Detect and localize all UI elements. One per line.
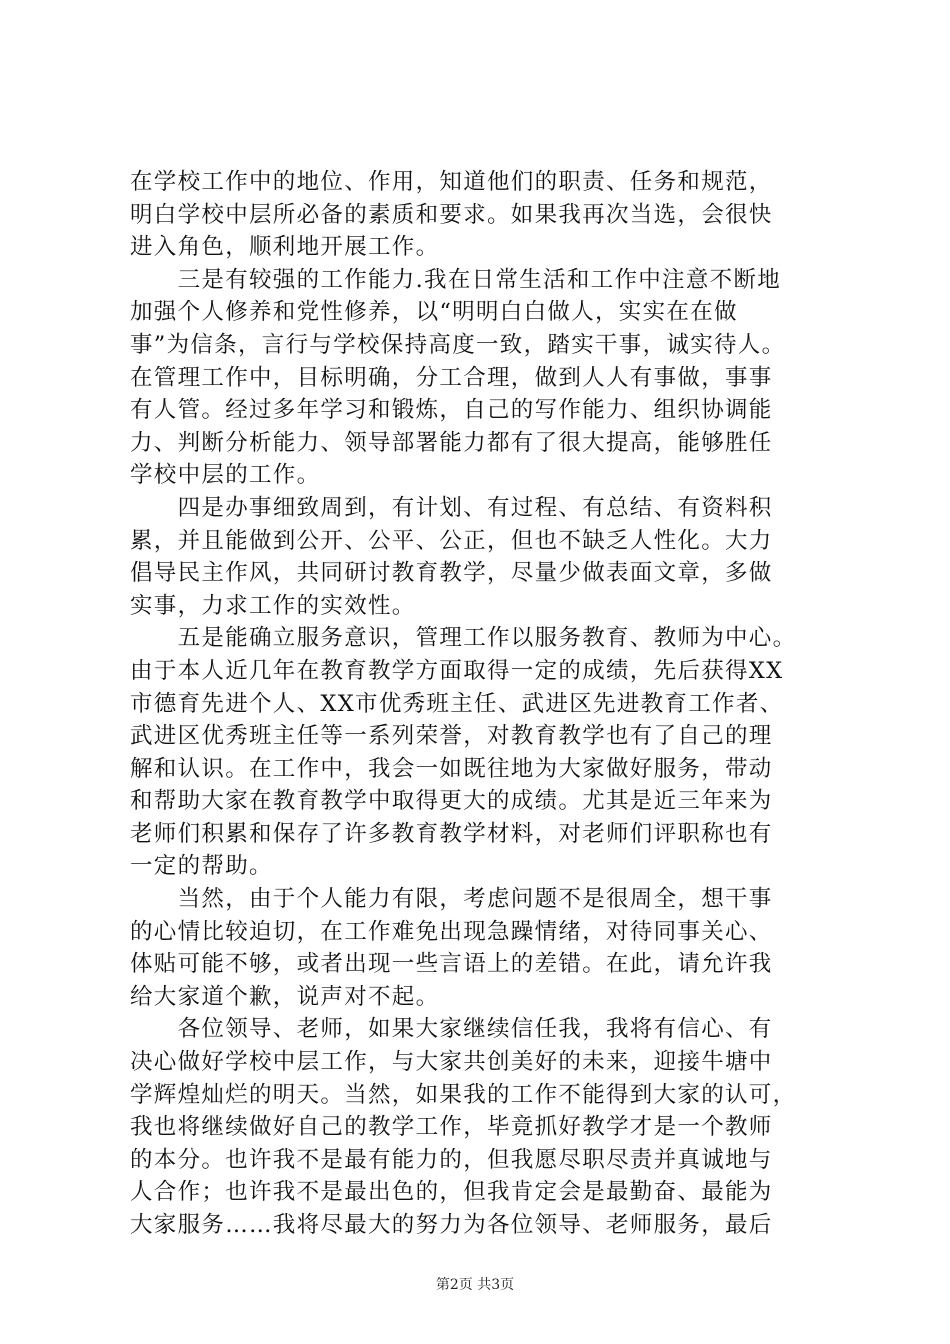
body-line: 由于本人近几年在教育教学方面取得一定的成绩，先后获得XX xyxy=(130,657,784,684)
body-line: 武进区优秀班主任等一系列荣誉，对教育教学也有了自己的理 xyxy=(130,723,773,750)
body-line: 学校中层的工作。 xyxy=(130,462,321,489)
body-line: 五是能确立服务意识，管理工作以服务教育、教师为中心。 xyxy=(130,625,797,652)
body-line: 和帮助大家在教育教学中取得更大的成绩。尤其是近三年来为 xyxy=(130,788,773,815)
body-line: 四是办事细致周到，有计划、有过程、有总结、有资料积 xyxy=(130,494,773,521)
body-line: 加强个人修养和党性修养，以“明明白白做人，实实在在做 xyxy=(130,299,738,326)
body-line: 老师们积累和保存了许多教育教学材料，对老师们评职称也有 xyxy=(130,820,773,847)
body-line: 明白学校中层所必备的素质和要求。如果我再次当选，会很快 xyxy=(130,201,773,228)
body-line: 在管理工作中，目标明确，分工合理，做到人人有事做，事事 xyxy=(130,364,773,391)
body-line: 力、判断分析能力、领导部署能力都有了很大提高，能够胜任 xyxy=(130,429,773,456)
body-line: 的心情比较迫切，在工作难免出现急躁情绪，对待同事关心、 xyxy=(130,918,773,945)
body-line: 人合作；也许我不是最出色的，但我肯定会是最勤奋、最能为 xyxy=(130,1179,773,1206)
body-text xyxy=(130,166,830,1242)
body-line: 学辉煌灿烂的明天。当然，如果我的工作不能得到大家的认可， xyxy=(130,1081,797,1108)
body-line: 当然，由于个人能力有限，考虑问题不是很周全，想干事 xyxy=(130,886,773,913)
body-line: 事”为信条，言行与学校保持高度一致，踏实干事，诚实待人。 xyxy=(130,331,786,358)
body-line: 进入角色，顺利地开展工作。 xyxy=(130,234,440,261)
body-line: 我也将继续做好自己的教学工作，毕竟抓好教学才是一个教师 xyxy=(130,1114,773,1141)
body-line: 有人管。经过多年学习和锻炼，自己的写作能力、组织协调能 xyxy=(130,397,773,424)
body-line: 大家服务……我将尽最大的努力为各位领导、老师服务，最后 xyxy=(130,1212,773,1238)
body-line: 解和认识。在工作中，我会一如既往地为大家做好服务，带动 xyxy=(130,755,773,782)
body-line: 的本分。也许我不是最有能力的，但我愿尽职尽责并真诚地与 xyxy=(130,1146,773,1173)
body-line: 一定的帮助。 xyxy=(130,853,273,880)
body-line: 市德育先进个人、XX市优秀班主任、武进区先进教育工作者、 xyxy=(130,690,784,717)
body-line: 给大家道个歉，说声对不起。 xyxy=(130,983,440,1010)
page-footer: 第2页 共3页 xyxy=(435,1277,515,1293)
body-line: 决心做好学校中层工作，与大家共创美好的未来，迎接牛塘中 xyxy=(130,1049,773,1076)
body-line: 三是有较强的工作能力.我在日常生活和工作中注意不断地 xyxy=(130,266,782,293)
body-line: 各位领导、老师，如果大家继续信任我，我将有信心、有 xyxy=(130,1016,773,1043)
body-line: 倡导民主作风，共同研讨教育教学，尽量少做表面文章，多做 xyxy=(130,560,773,587)
body-line: 体贴可能不够，或者出现一些言语上的差错。在此，请允许我 xyxy=(130,951,773,978)
body-line: 实事，力求工作的实效性。 xyxy=(130,592,416,619)
body-line: 在学校工作中的地位、作用，知道他们的职责、任务和规范， xyxy=(130,169,773,195)
body-line: 累，并且能做到公开、公平、公正，但也不缺乏人性化。大力 xyxy=(130,527,773,554)
